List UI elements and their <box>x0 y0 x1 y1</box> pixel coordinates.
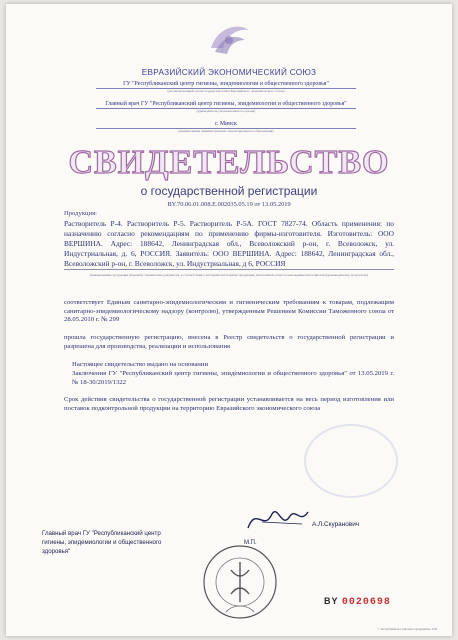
head-hint: (руководитель уполномоченного органа) <box>196 109 256 113</box>
basis-text: Заключения ГУ "Республиканский центр гигиены, эпидемиологии и общественного здоровья" от 13.05.2019 г. № 18-30/2019/1322 <box>72 370 394 386</box>
product-hint: (наименование продукции (изделия), технические документы, в соответствии с которыми изготовлена продукция, изготовитель и место нахождения изготовителя (производителя), получатель) <box>90 273 368 277</box>
serial-digits: 0020698 <box>341 597 391 608</box>
seal-mark-label: М.П. <box>244 540 257 546</box>
certificate-title: СВИДЕТЕЛЬСТВО <box>68 144 390 181</box>
registration-number: BY.70.06.01.008.E.002035.05.19 от 13.05.2019 <box>167 201 291 208</box>
handwritten-signature-icon <box>242 502 312 536</box>
authority-line: ГУ "Республиканский центр гигиены, эпидемиологии и общественного здоровья" <box>96 80 356 89</box>
authority-hint: (уполномоченный орган государства-члена Евразийского экономического союза) <box>167 89 285 93</box>
signatory-name: А.Л.Скуранович <box>312 521 360 528</box>
serial-number <box>324 596 391 608</box>
official-seal-icon <box>201 532 279 624</box>
city-hint: (наименование административно-территориального образования) <box>178 129 274 133</box>
registration-text: прошла государственную регистрацию, внесена в Реестр свидетельств о государственной регистрации и разрешена для производства, реализации и использования <box>64 334 394 350</box>
basis-intro: Настоящее свидетельство выдано на основании <box>72 361 209 368</box>
serial-series: BY <box>324 596 339 606</box>
compliance-text: соответствует Единым санитарно-эпидемиологическим и гигиеническим требованиям к товарам, подлежащим санитарно-эпидемиологическому надзору (контролю), утвержденным Решением Комиссии Таможенного союза от 28.05.2010 г. № 299 <box>64 299 394 324</box>
product-label: Продукция: <box>64 210 97 217</box>
certificate-sheet <box>6 4 452 636</box>
product-text: Растворитель Р-4. Растворитель Р-5. Растворитель Р-5А. ГОСТ 7827-74. Область применения: по назначению согласно рекомендациям по применению фирмы-изготовителя. Изготовитель: ООО ВЕРШИНА. Адрес: 188642, Ленинградская обл., Всеволожский р-он, г. Всеволожск, ул. Индустриальная, д. 6, РОССИЯ. Заявитель: ООО ВЕРШИНА. Адрес: 188642, Ленинградская обл., Всеволожский р-он, г. Всеволожск, ул. Индустриальная, д 6, РОССИЯ <box>64 219 394 268</box>
certificate-subtitle: о государственной регистрации <box>140 184 318 198</box>
head-line: Главный врач ГУ "Республиканский центр гигиены, эпидемиологии и общественного здоровья" <box>96 100 356 109</box>
signatory-position: Главный врач ГУ "Республиканский центр гигиены, эпидемиологии и общественного здоровья" <box>42 530 162 555</box>
eaeu-emblem-icon <box>205 18 253 62</box>
printer-imprint: © Республиканское унитарное предприятие, 2019 <box>378 628 438 631</box>
union-name: ЕВРАЗИЙСКИЙ ЭКОНОМИЧЕСКИЙ СОЮЗ <box>141 68 317 77</box>
product-underline <box>64 269 394 270</box>
city-line: г. Минск <box>96 120 356 129</box>
faint-stamp-watermark <box>304 424 398 498</box>
validity-text: Срок действия свидетельства о государственной регистрации устанавливается на весь период изготовления или поставок подконтрольной продукции на территорию Евразийского экономического союза <box>64 396 394 412</box>
